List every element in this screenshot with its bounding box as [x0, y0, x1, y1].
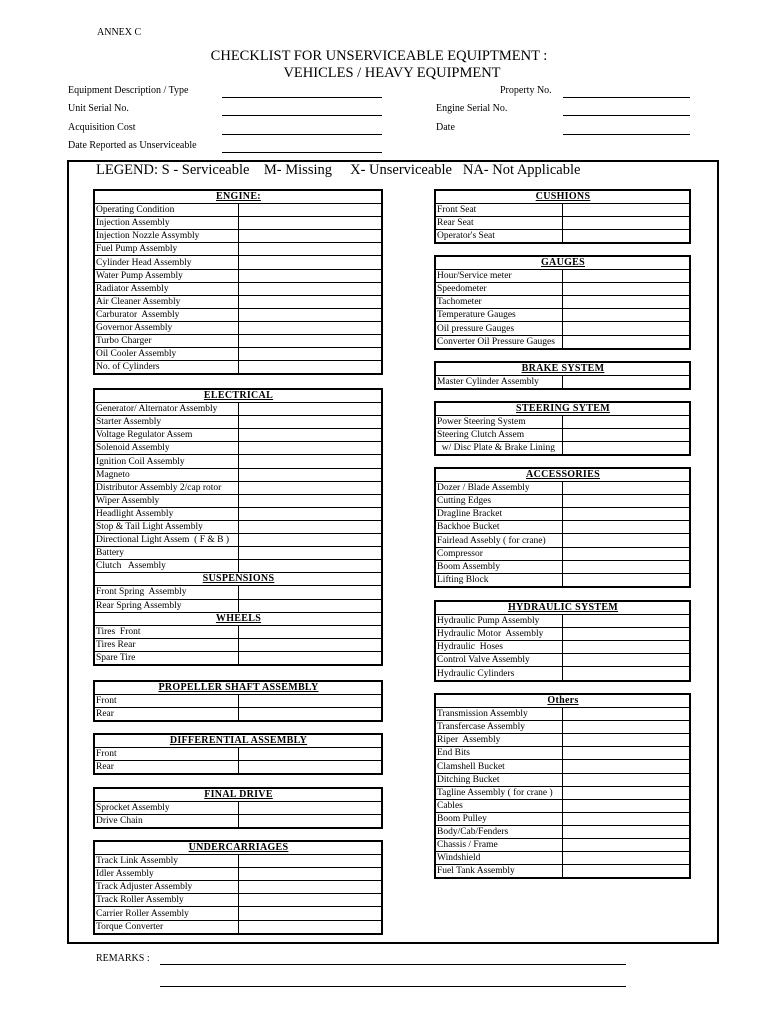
checklist-row	[95, 295, 381, 308]
status-cell[interactable]	[238, 468, 381, 481]
checklist-row	[95, 403, 381, 416]
checklist-row	[95, 638, 381, 651]
checklist-row	[95, 455, 381, 468]
status-cell[interactable]	[563, 615, 690, 628]
item-label: Windshield	[436, 852, 563, 865]
checklist-row	[95, 625, 381, 638]
checklist-row	[436, 839, 689, 852]
status-cell[interactable]	[563, 309, 690, 322]
checklist-row	[95, 920, 381, 933]
item-label: Directional Light Assem ( F & B )	[95, 534, 238, 547]
status-cell[interactable]	[238, 494, 381, 507]
status-cell[interactable]	[563, 747, 690, 760]
checklist-row	[436, 773, 689, 786]
status-cell[interactable]	[563, 416, 690, 429]
brake-system-table	[434, 361, 691, 390]
checklist-row	[436, 230, 689, 243]
item-label: Lifting Block	[436, 573, 563, 586]
status-cell[interactable]	[238, 243, 381, 256]
checklist-row	[436, 865, 689, 878]
status-cell[interactable]	[238, 881, 381, 894]
status-cell[interactable]	[238, 481, 381, 494]
checklist-row	[95, 204, 381, 217]
item-label: Fuel Pump Assembly	[95, 243, 238, 256]
checklist-row	[436, 654, 689, 667]
checklist-row	[95, 429, 381, 442]
status-cell[interactable]	[563, 335, 690, 348]
status-cell[interactable]	[238, 651, 381, 664]
status-cell[interactable]	[238, 894, 381, 907]
checklist-row	[436, 322, 689, 335]
status-cell[interactable]	[563, 270, 690, 283]
engine-table	[93, 189, 383, 375]
others-table	[434, 693, 691, 879]
checklist-row	[95, 855, 381, 868]
checklist-row	[436, 721, 689, 734]
status-cell[interactable]	[563, 322, 690, 335]
final-drive-table	[93, 787, 383, 829]
status-cell[interactable]	[563, 786, 690, 799]
item-label: Clutch Assembly	[95, 560, 238, 573]
checklist-row	[95, 761, 381, 774]
item-label: Power Steering System	[436, 416, 563, 429]
status-cell[interactable]	[238, 547, 381, 560]
item-label: Governor Assembly	[95, 321, 238, 334]
status-cell[interactable]	[563, 773, 690, 786]
checklist-row	[95, 361, 381, 374]
checklist-row	[95, 868, 381, 881]
form-title-line2: VEHICLES / HEAVY EQUIPMENT	[283, 65, 501, 81]
checklist-row	[95, 282, 381, 295]
section-header-cushions: CUSHIONS	[436, 191, 689, 204]
status-cell[interactable]	[238, 321, 381, 334]
status-cell[interactable]	[238, 348, 381, 361]
section-header-final-drive: FINAL DRIVE	[95, 789, 381, 802]
item-label: Track Roller Assembly	[95, 894, 238, 907]
checklist-row	[436, 429, 689, 442]
item-label: Transfercase Assembly	[436, 721, 563, 734]
item-label: Chassis / Frame	[436, 839, 563, 852]
date-field[interactable]	[563, 134, 690, 135]
hydraulic-system-table	[434, 600, 691, 682]
status-cell[interactable]	[238, 907, 381, 920]
checklist-row	[436, 825, 689, 838]
checklist-row	[95, 695, 381, 708]
item-label: End Bits	[436, 747, 563, 760]
status-cell[interactable]	[238, 708, 381, 721]
electrical-suspension-wheels-table	[93, 388, 383, 666]
unit-serial-field[interactable]	[222, 115, 382, 116]
item-label: Control Valve Assembly	[436, 654, 563, 667]
gauges-table	[434, 255, 691, 350]
status-cell[interactable]	[238, 586, 381, 599]
checklist-row	[95, 481, 381, 494]
section-header-brake-system: BRAKE SYSTEM	[436, 363, 689, 376]
item-label: Cables	[436, 799, 563, 812]
checklist-row	[95, 269, 381, 282]
item-label: No. of Cylinders	[95, 361, 238, 374]
item-label: Rear	[95, 761, 238, 774]
propeller-shaft-table	[93, 680, 383, 722]
section-header-accessories: ACCESSORIES	[436, 469, 689, 482]
item-label: Air Cleaner Assembly	[95, 295, 238, 308]
checklist-row	[436, 786, 689, 799]
item-label: Track Link Assembly	[95, 855, 238, 868]
item-label: Backhoe Bucket	[436, 521, 563, 534]
section-header-propeller-shaft-assembly: PROPELLER SHAFT ASSEMBLY	[95, 682, 381, 695]
checklist-row	[436, 495, 689, 508]
item-label: Hydraulic Pump Assembly	[436, 615, 563, 628]
item-label: Speedometer	[436, 283, 563, 296]
status-cell[interactable]	[563, 641, 690, 654]
checklist-row	[95, 547, 381, 560]
item-label: Dragline Bracket	[436, 508, 563, 521]
status-cell[interactable]	[238, 638, 381, 651]
checklist-row	[436, 508, 689, 521]
item-label: Oil pressure Gauges	[436, 322, 563, 335]
status-cell[interactable]	[238, 416, 381, 429]
checklist-row	[95, 802, 381, 815]
item-label: Dozer / Blade Assembly	[436, 482, 563, 495]
checklist-row	[436, 708, 689, 721]
checklist-row	[95, 894, 381, 907]
checklist-row	[436, 628, 689, 641]
status-cell[interactable]	[563, 760, 690, 773]
item-label: Rear Seat	[436, 217, 563, 230]
item-label: Clamshell Bucket	[436, 760, 563, 773]
property-no-field[interactable]	[563, 97, 690, 98]
checklist-row	[95, 256, 381, 269]
status-cell[interactable]	[238, 256, 381, 269]
status-cell[interactable]	[238, 599, 381, 612]
checklist-row	[95, 708, 381, 721]
date-label: Date	[436, 122, 455, 133]
item-label: Front Spring Assembly	[95, 586, 238, 599]
item-label: Temperature Gauges	[436, 309, 563, 322]
status-cell[interactable]	[563, 560, 690, 573]
legend: LEGEND: S - Serviceable M- Missing X- Unserviceable NA- Not Applicable	[96, 162, 581, 178]
item-label: Generator/ Alternator Assembly	[95, 403, 238, 416]
equipment-description-label: Equipment Description / Type	[68, 85, 189, 96]
status-cell[interactable]	[238, 695, 381, 708]
checklist-row	[436, 799, 689, 812]
item-label: Oil Cooler Assembly	[95, 348, 238, 361]
status-cell[interactable]	[238, 761, 381, 774]
item-label: Fuel Tank Assembly	[436, 865, 563, 878]
item-label: Converter Oil Pressure Gauges	[436, 335, 563, 348]
remarks-line-1[interactable]	[160, 964, 626, 965]
checklist-row	[436, 812, 689, 825]
steering-system-table	[434, 401, 691, 456]
status-cell[interactable]	[238, 802, 381, 815]
checklist-row	[95, 321, 381, 334]
checklist-row	[436, 547, 689, 560]
item-label: Body/Cab/Fenders	[436, 825, 563, 838]
status-cell[interactable]	[563, 799, 690, 812]
status-cell[interactable]	[238, 204, 381, 217]
status-cell[interactable]	[238, 217, 381, 230]
status-cell[interactable]	[238, 295, 381, 308]
engine-serial-label: Engine Serial No.	[436, 103, 508, 114]
item-label: Idler Assembly	[95, 868, 238, 881]
acquisition-cost-field[interactable]	[222, 134, 382, 135]
status-cell[interactable]	[238, 361, 381, 374]
status-cell[interactable]	[563, 217, 690, 230]
checklist-row	[436, 615, 689, 628]
status-cell[interactable]	[238, 269, 381, 282]
item-label: Starter Assembly	[95, 416, 238, 429]
status-cell[interactable]	[238, 403, 381, 416]
status-cell[interactable]	[563, 230, 690, 243]
accessories-table	[434, 467, 691, 588]
status-cell[interactable]	[563, 573, 690, 586]
checklist-row	[436, 667, 689, 680]
checklist-row	[436, 283, 689, 296]
status-cell[interactable]	[563, 429, 690, 442]
status-cell[interactable]	[563, 852, 690, 865]
status-cell[interactable]	[563, 547, 690, 560]
checklist-row	[436, 296, 689, 309]
status-cell[interactable]	[563, 865, 690, 878]
item-label: Boom Assembly	[436, 560, 563, 573]
item-label: Tagline Assembly ( for crane )	[436, 786, 563, 799]
item-label: Hydraulic Cylinders	[436, 667, 563, 680]
section-header-electrical: ELECTRICAL	[95, 390, 381, 403]
item-label: Radiator Assembly	[95, 282, 238, 295]
status-cell[interactable]	[563, 521, 690, 534]
checklist-row	[95, 507, 381, 520]
item-label: Operator's Seat	[436, 230, 563, 243]
item-label: Sprocket Assembly	[95, 802, 238, 815]
item-label: Hydraulic Motor Assembly	[436, 628, 563, 641]
section-header-suspensions: SUSPENSIONS	[95, 573, 381, 586]
status-cell[interactable]	[563, 376, 690, 389]
status-cell[interactable]	[238, 560, 381, 573]
status-cell[interactable]	[238, 625, 381, 638]
item-label: Ditching Bucket	[436, 773, 563, 786]
item-label: Front	[95, 748, 238, 761]
checklist-row	[95, 416, 381, 429]
status-cell[interactable]	[238, 442, 381, 455]
item-label: Steering Clutch Assem	[436, 429, 563, 442]
status-cell[interactable]	[563, 508, 690, 521]
status-cell[interactable]	[563, 204, 690, 217]
item-label: Stop & Tail Light Assembly	[95, 520, 238, 533]
item-label: Wiper Assembly	[95, 494, 238, 507]
status-cell[interactable]	[238, 868, 381, 881]
status-cell[interactable]	[238, 282, 381, 295]
status-cell[interactable]	[563, 534, 690, 547]
status-cell[interactable]	[563, 734, 690, 747]
checklist-row	[436, 534, 689, 547]
checklist-row	[436, 747, 689, 760]
status-cell[interactable]	[563, 442, 690, 455]
item-label: Tachometer	[436, 296, 563, 309]
section-header-gauges: GAUGES	[436, 257, 689, 270]
remarks-line-2[interactable]	[160, 986, 626, 987]
checklist-row	[95, 520, 381, 533]
item-label: Master Cylinder Assembly	[436, 376, 563, 389]
checklist-row	[95, 748, 381, 761]
item-label: Injection Assembly	[95, 217, 238, 230]
status-cell[interactable]	[238, 308, 381, 321]
item-label: Hour/Service meter	[436, 270, 563, 283]
section-header-wheels: WHEELS	[95, 612, 381, 625]
status-cell[interactable]	[563, 654, 690, 667]
checklist-row	[436, 521, 689, 534]
item-label: Boom Pulley	[436, 812, 563, 825]
status-cell[interactable]	[563, 495, 690, 508]
status-cell[interactable]	[238, 748, 381, 761]
item-label: Front Seat	[436, 204, 563, 217]
acquisition-cost-label: Acquisition Cost	[68, 122, 136, 133]
checklist-row	[95, 560, 381, 573]
checklist-row	[95, 586, 381, 599]
status-cell[interactable]	[238, 335, 381, 348]
differential-table	[93, 733, 383, 775]
item-label: Track Adjuster Assembly	[95, 881, 238, 894]
checklist-row	[95, 468, 381, 481]
date-reported-label: Date Reported as Unserviceable	[68, 140, 197, 151]
checklist-row	[436, 641, 689, 654]
item-label: Transmission Assembly	[436, 708, 563, 721]
item-label: Torque Converter	[95, 920, 238, 933]
item-label: Fairlead Assebly ( for crane)	[436, 534, 563, 547]
status-cell[interactable]	[563, 283, 690, 296]
status-cell[interactable]	[238, 855, 381, 868]
section-header-steering-sytem: STEERING SYTEM	[436, 403, 689, 416]
checklist-row	[95, 230, 381, 243]
item-label: Hydraulic Hoses	[436, 641, 563, 654]
section-header-others: Others	[436, 695, 689, 708]
status-cell[interactable]	[563, 482, 690, 495]
item-label: Ignition Coil Assembly	[95, 455, 238, 468]
unit-serial-label: Unit Serial No.	[68, 103, 129, 114]
item-label: Drive Chain	[95, 815, 238, 828]
checklist-row	[95, 494, 381, 507]
equipment-description-field[interactable]	[222, 97, 382, 98]
item-label: Injection Nozzle Assymbly	[95, 230, 238, 243]
checklist-row	[95, 308, 381, 321]
status-cell[interactable]	[238, 455, 381, 468]
status-cell[interactable]	[238, 815, 381, 828]
item-label: Carrier Roller Assembly	[95, 907, 238, 920]
item-label: Riper Assembly	[436, 734, 563, 747]
checklist-row	[95, 881, 381, 894]
item-label: Rear	[95, 708, 238, 721]
item-label: Rear Spring Assembly	[95, 599, 238, 612]
checklist-row	[436, 335, 689, 348]
item-label: Operating Condition	[95, 204, 238, 217]
checklist-row	[436, 573, 689, 586]
item-label: Voltage Regulator Assem	[95, 429, 238, 442]
item-label: Tires Rear	[95, 638, 238, 651]
status-cell[interactable]	[563, 839, 690, 852]
status-cell[interactable]	[238, 230, 381, 243]
date-reported-field[interactable]	[222, 152, 382, 153]
item-label: Distributor Assembly 2/cap rotor	[95, 481, 238, 494]
engine-serial-field[interactable]	[563, 115, 690, 116]
checklist-row	[95, 217, 381, 230]
checklist-row	[95, 442, 381, 455]
status-cell[interactable]	[563, 721, 690, 734]
checklist-row	[436, 376, 689, 389]
section-header-differential-assembly: DIFFERENTIAL ASSEMBLY	[95, 735, 381, 748]
checklist-row	[95, 243, 381, 256]
item-label: Tires Front	[95, 625, 238, 638]
status-cell[interactable]	[238, 920, 381, 933]
undercarriages-table	[93, 840, 383, 935]
section-header-undercarriages: UNDERCARRIAGES	[95, 842, 381, 855]
item-label: Cutting Edges	[436, 495, 563, 508]
checklist-row	[95, 815, 381, 828]
item-label: Front	[95, 695, 238, 708]
form-title-line1: CHECKLIST FOR UNSERVICEABLE EQUIPTMENT :	[210, 48, 548, 64]
section-header-engine: ENGINE:	[95, 191, 381, 204]
checklist-row	[436, 560, 689, 573]
status-cell[interactable]	[238, 534, 381, 547]
status-cell[interactable]	[238, 520, 381, 533]
item-label: Magneto	[95, 468, 238, 481]
property-no-label: Property No.	[500, 85, 552, 96]
status-cell[interactable]	[563, 708, 690, 721]
checklist-row	[95, 907, 381, 920]
checklist-row	[436, 442, 689, 455]
checklist-row	[95, 599, 381, 612]
checklist-row	[436, 482, 689, 495]
item-label: w/ Disc Plate & Brake Lining	[436, 442, 563, 455]
annex-label: ANNEX C	[97, 27, 142, 38]
status-cell[interactable]	[563, 812, 690, 825]
remarks-label: REMARKS :	[96, 953, 150, 964]
checklist-row	[436, 204, 689, 217]
item-label: Headlight Assembly	[95, 507, 238, 520]
item-label: Water Pump Assembly	[95, 269, 238, 282]
item-label: Battery	[95, 547, 238, 560]
section-header-hydraulic-system: HYDRAULIC SYSTEM	[436, 602, 689, 615]
item-label: Spare Tire	[95, 651, 238, 664]
item-label: Cylinder Head Assembly	[95, 256, 238, 269]
status-cell[interactable]	[238, 507, 381, 520]
checklist-row	[95, 348, 381, 361]
item-label: Solenoid Assembly	[95, 442, 238, 455]
cushions-table	[434, 189, 691, 244]
checklist-row	[95, 651, 381, 664]
status-cell[interactable]	[563, 667, 690, 680]
checklist-row	[436, 270, 689, 283]
checklist-row	[95, 534, 381, 547]
checklist-row	[436, 217, 689, 230]
status-cell[interactable]	[563, 628, 690, 641]
item-label: Carburator Assembly	[95, 308, 238, 321]
item-label: Turbo Charger	[95, 335, 238, 348]
checklist-row	[436, 416, 689, 429]
checklist-row	[436, 309, 689, 322]
checklist-row	[95, 335, 381, 348]
checklist-row	[436, 760, 689, 773]
checklist-row	[436, 852, 689, 865]
status-cell[interactable]	[563, 825, 690, 838]
status-cell[interactable]	[238, 429, 381, 442]
checklist-row	[436, 734, 689, 747]
status-cell[interactable]	[563, 296, 690, 309]
item-label: Compressor	[436, 547, 563, 560]
